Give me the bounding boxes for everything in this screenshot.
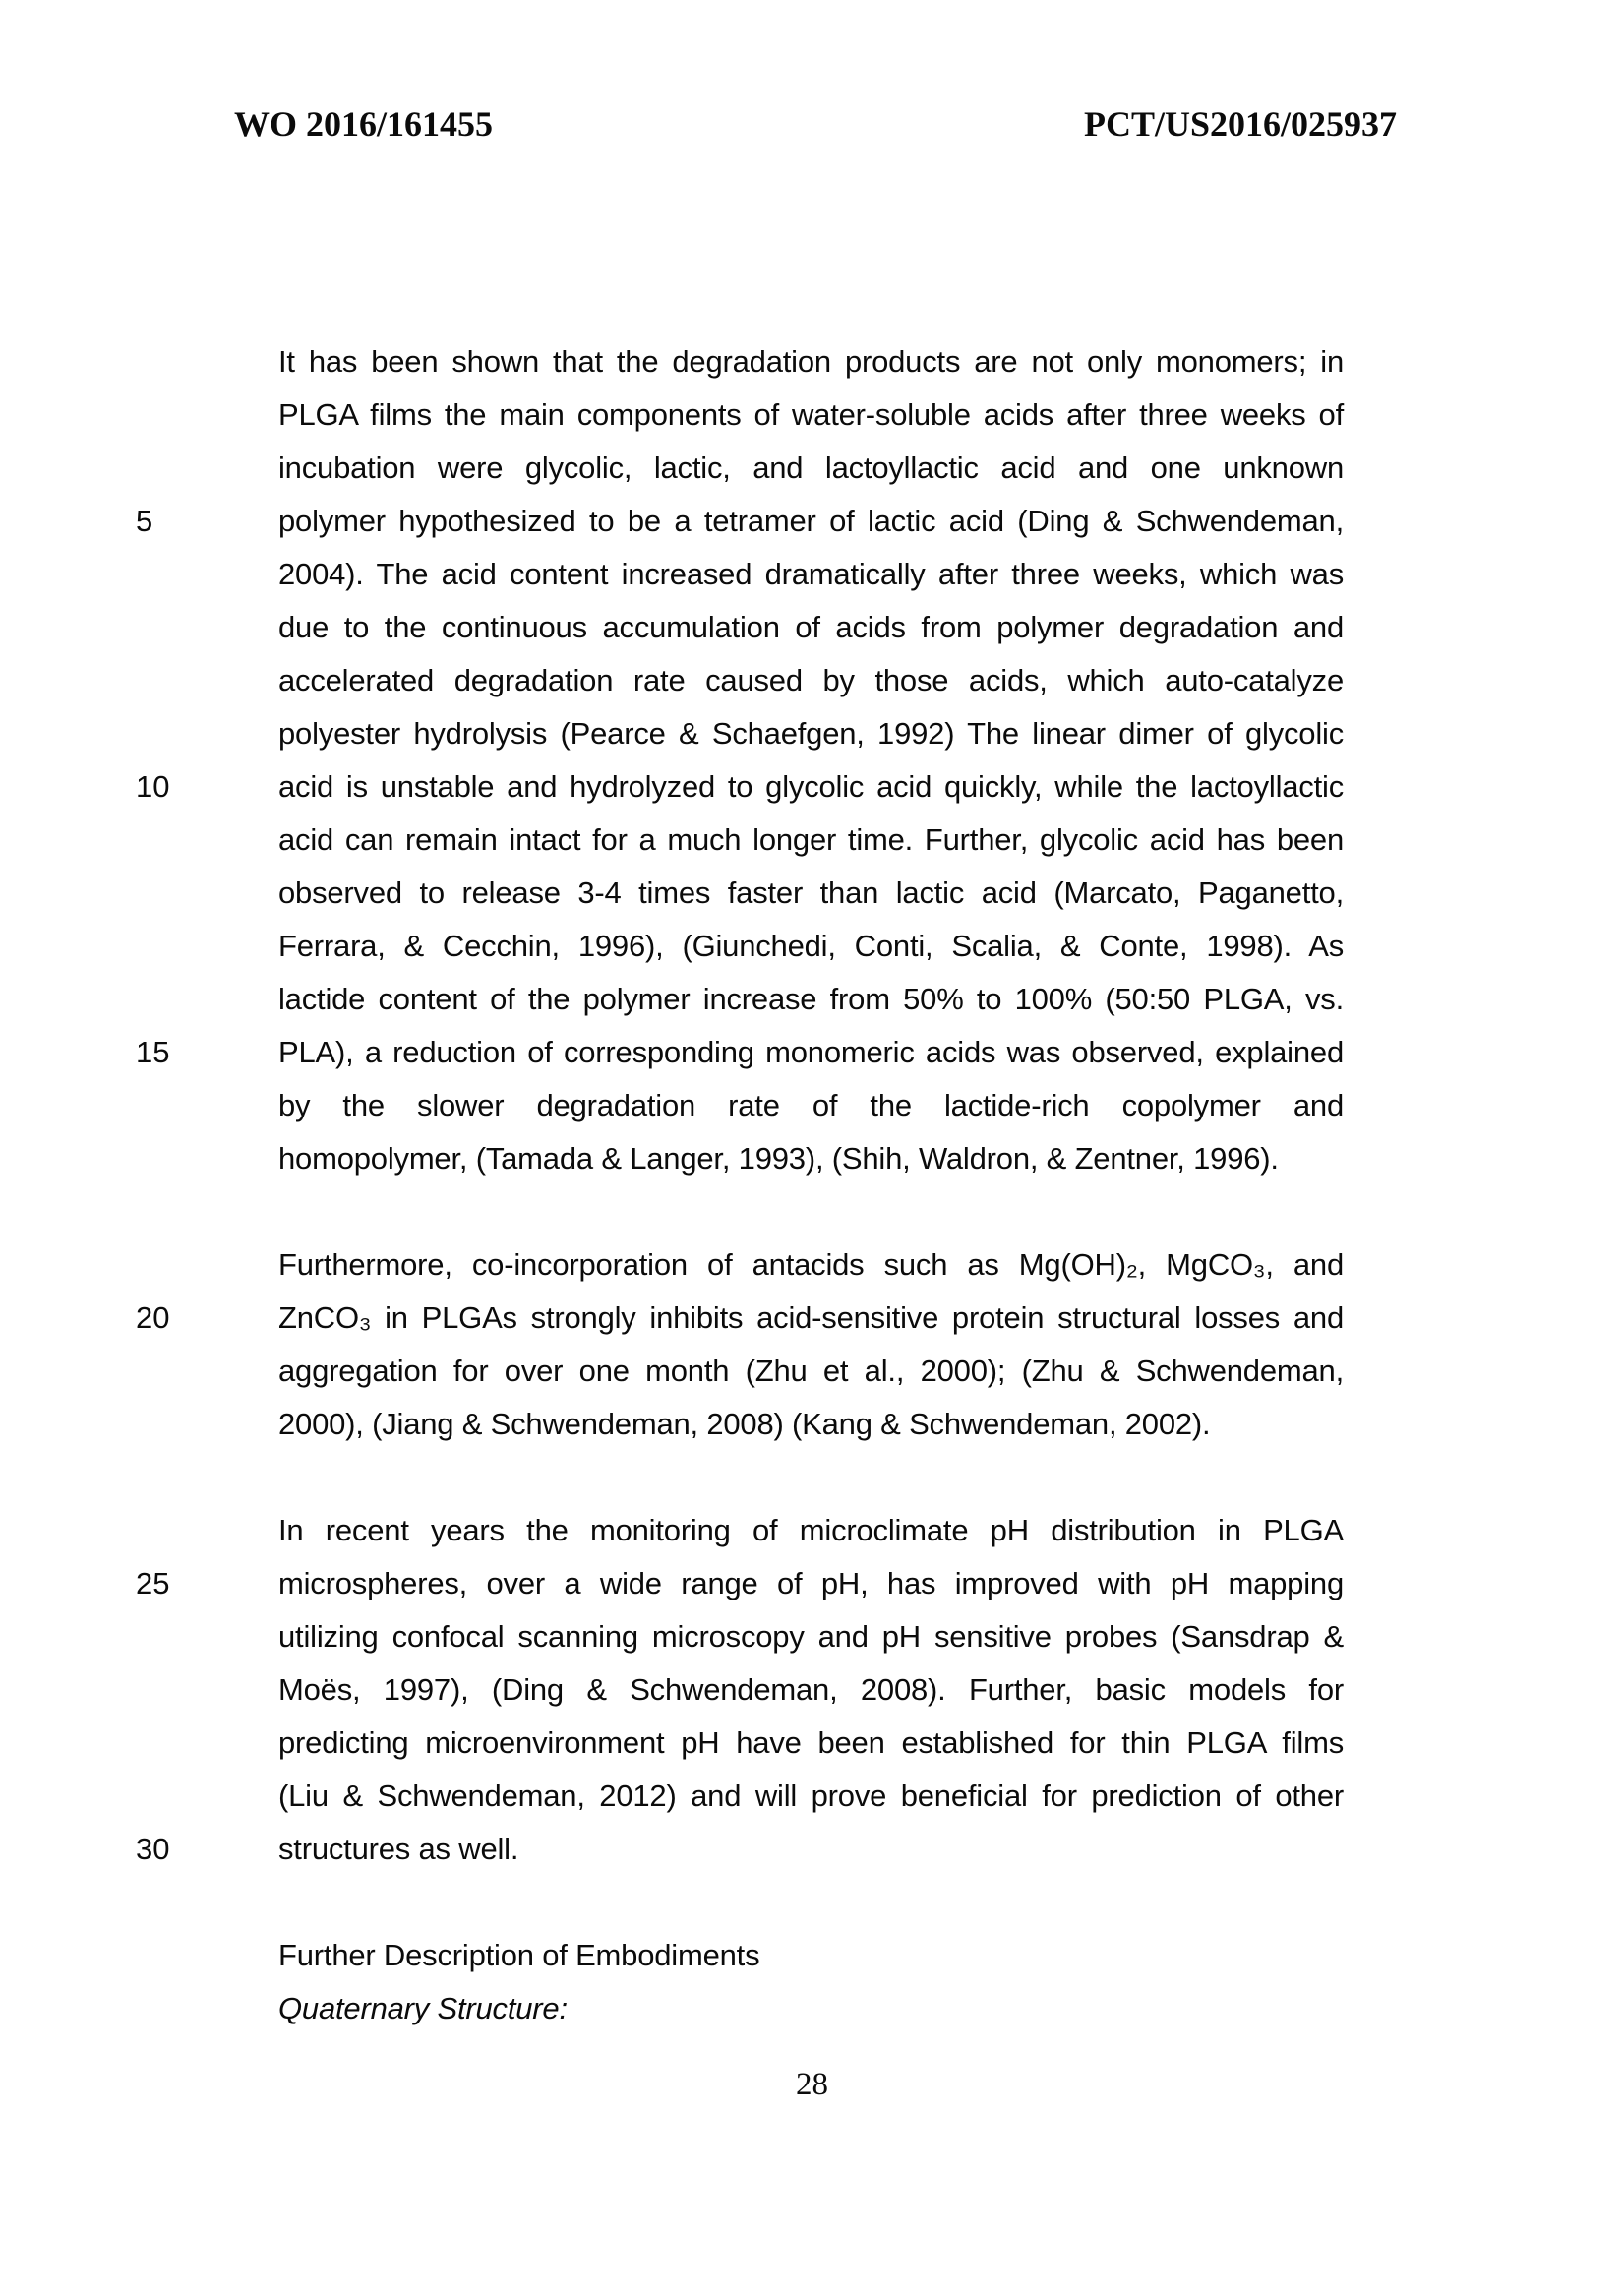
line-number: 15: [136, 1035, 170, 1069]
heading-line: Further Description of Embodiments: [278, 1938, 760, 1972]
body-line: polyester hydrolysis (Pearce & Schaefgen, 1992) The linear dimer of glycolic: [278, 716, 1344, 751]
body-line: 20 ZnCO₃ in PLGAs strongly inhibits acid-sensitive protein structural losses and: [278, 1292, 1344, 1345]
body-line: Moës, 1997), (Ding & Schwendeman, 2008). Further, basic models for: [278, 1672, 1344, 1707]
body-line: Ferrara, & Cecchin, 1996), (Giunchedi, Conti, Scalia, & Conte, 1998). As: [278, 929, 1344, 963]
body-line: predicting microenvironment pH have been established for thin PLGA films: [278, 1725, 1344, 1760]
line-number: 10: [136, 769, 170, 804]
body-line: due to the continuous accumulation of acids from polymer degradation and: [278, 610, 1344, 644]
body-line: utilizing confocal scanning microscopy and pH sensitive probes (Sansdrap &: [278, 1619, 1344, 1654]
body-line: PLGA films the main components of water-soluble acids after three weeks of: [278, 397, 1344, 432]
line-number: 25: [136, 1566, 170, 1600]
application-number: PCT/US2016/025937: [1083, 104, 1397, 144]
body-line: lactide content of the polymer increase from 50% to 100% (50:50 PLGA, vs.: [278, 982, 1344, 1016]
body-line: In recent years the monitoring of microclimate pH distribution in PLGA: [278, 1513, 1344, 1547]
body-line: aggregation for over one month (Zhu et al., 2000); (Zhu & Schwendeman,: [278, 1354, 1344, 1388]
body-line: 10 acid is unstable and hydrolyzed to glycolic acid quickly, while the lactoyllactic: [278, 760, 1344, 814]
page-header: [234, 106, 1397, 142]
body-line: (Liu & Schwendeman, 2012) and will prove beneficial for prediction of other: [278, 1779, 1344, 1813]
body-line: observed to release 3-4 times faster than lactic acid (Marcato, Paganetto,: [278, 876, 1344, 910]
body-line: acid can remain intact for a much longer time. Further, glycolic acid has been: [278, 822, 1344, 857]
body-line: 5 polymer hypothesized to be a tetramer of lactic acid (Ding & Schwendeman,: [278, 495, 1344, 548]
body-line: 2004). The acid content increased dramatically after three weeks, which was: [278, 557, 1344, 591]
page-number: 28: [796, 2067, 828, 2102]
body-line: Furthermore, co-incorporation of antacids such as Mg(OH)₂, MgCO₃, and: [278, 1247, 1344, 1282]
body-line: 25 microspheres, over a wide range of pH, has improved with pH mapping: [278, 1557, 1344, 1610]
body-line: 15 PLA), a reduction of corresponding monomeric acids was observed, explained: [278, 1026, 1344, 1079]
line-number: 20: [136, 1300, 170, 1335]
line-number: 30: [136, 1832, 170, 1866]
body-text: [136, 335, 1344, 2035]
paragraph-spacer: [278, 1451, 1344, 1504]
paragraph-spacer: [278, 1185, 1344, 1238]
publication-number: WO 2016/161455: [234, 104, 494, 144]
heading-line: Quaternary Structure:: [278, 1991, 568, 2025]
body-line: It has been shown that the degradation products are not only monomers; in: [278, 344, 1344, 379]
body-line: 30 structures as well.: [278, 1823, 1344, 1876]
line-number: 5: [136, 504, 153, 538]
body-line: accelerated degradation rate caused by those acids, which auto-catalyze: [278, 663, 1344, 697]
paragraph-spacer: [278, 1876, 1344, 1929]
body-line: 2000), (Jiang & Schwendeman, 2008) (Kang & Schwendeman, 2002).: [278, 1407, 1211, 1441]
body-line: by the slower degradation rate of the lactide-rich copolymer and: [278, 1088, 1344, 1122]
body-line: homopolymer, (Tamada & Langer, 1993), (Shih, Waldron, & Zentner, 1996).: [278, 1141, 1279, 1176]
body-line: incubation were glycolic, lactic, and lactoyllactic acid and one unknown: [278, 451, 1344, 485]
